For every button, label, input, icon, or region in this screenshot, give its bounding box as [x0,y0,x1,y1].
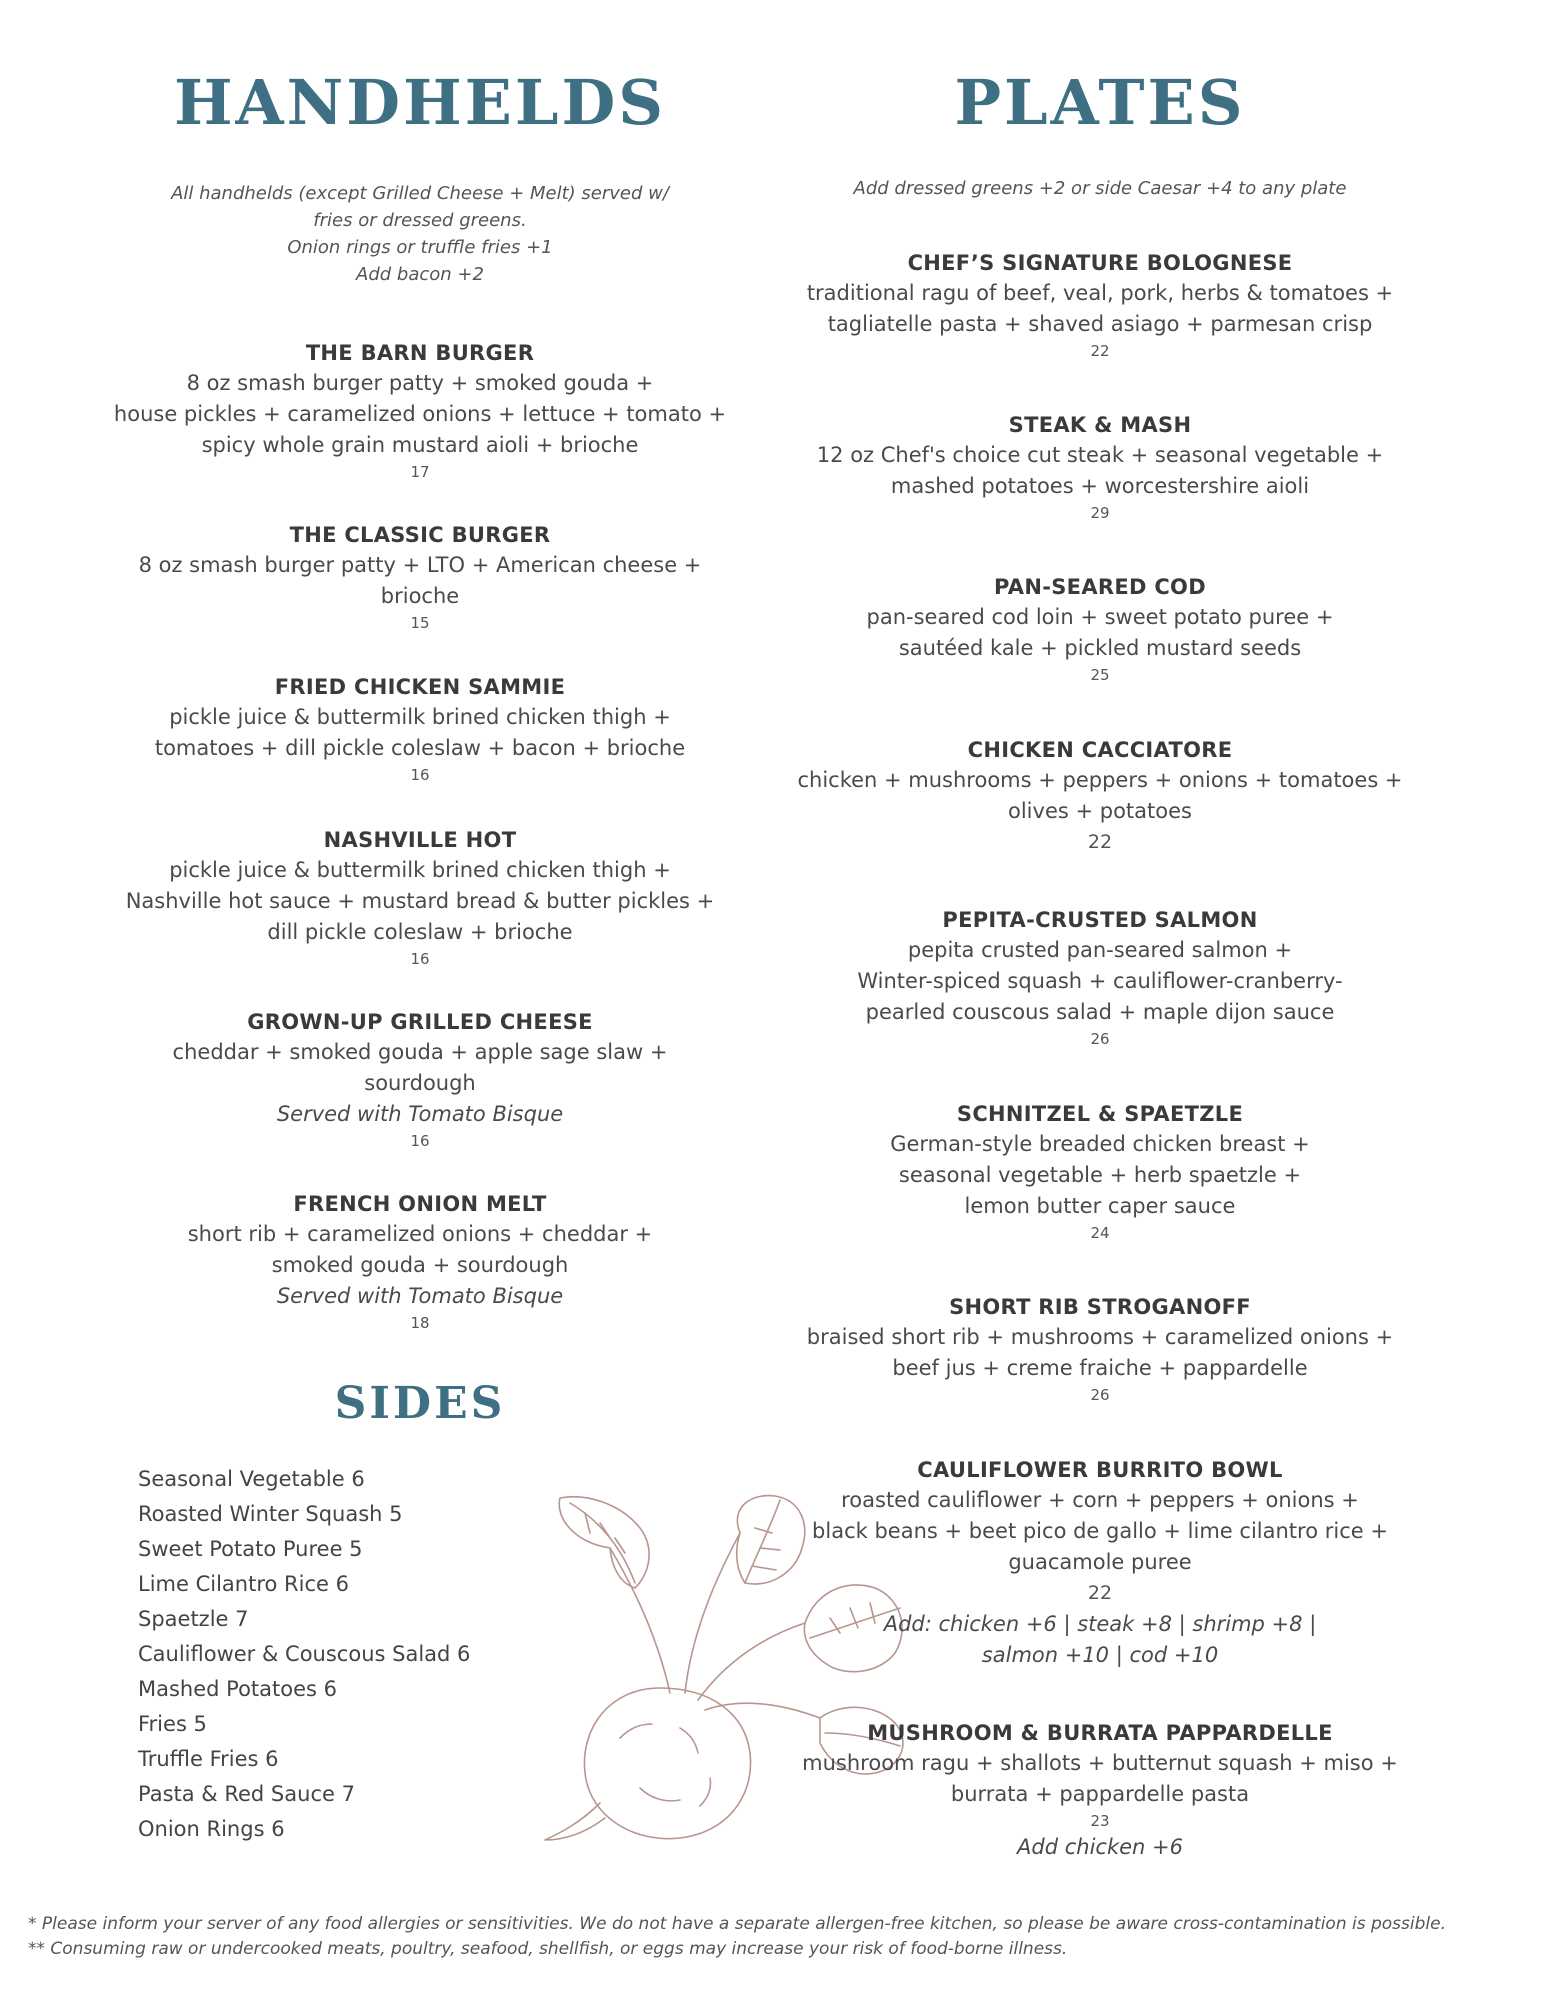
item-name: GROWN-UP GRILLED CHEESE [247,1010,593,1034]
item-name: PAN-SEARED COD [994,575,1206,599]
item-extra-line: Served with Tomato Bisque [276,1284,564,1308]
menu-item-steak-mash [780,410,1420,524]
item-price: 15 [410,614,430,632]
item-name: MUSHROOM & BURRATA PAPPARDELLE [867,1721,1333,1745]
side-item: Spaetzle 7 [138,1607,249,1631]
item-price: 18 [410,1314,430,1332]
item-name: STEAK & MASH [1008,413,1192,437]
item-desc-line: pickle juice & buttermilk brined chicken thigh + [169,858,671,882]
side-item: Fries 5 [138,1712,207,1736]
item-price: 24 [1090,1224,1110,1242]
menu-item-pepita-salmon [780,905,1420,1050]
item-desc-line: Winter-spiced squash + cauliflower-cranberry- [857,969,1343,993]
menu-item-short-rib-stroganoff [780,1292,1420,1406]
item-price: 22 [1087,1582,1113,1604]
item-desc-line: braised short rib + mushrooms + caramelized onions + [806,1325,1394,1349]
item-price: 25 [1090,666,1110,684]
item-desc-line: sourdough [364,1071,476,1095]
note-line: All handhelds (except Grilled Cheese + Melt) served w/ [171,183,669,204]
item-desc-line: lemon butter caper sauce [964,1194,1236,1218]
item-price: 17 [410,463,430,481]
item-name: CHICKEN CACCIATORE [967,738,1233,762]
menu-item-bolognese [780,248,1420,362]
menu-item-mushroom-pappardelle [780,1718,1420,1863]
item-desc-line: mushroom ragu + shallots + butternut squash + miso + [802,1751,1398,1775]
item-desc-line: roasted cauliflower + corn + peppers + onions + [841,1488,1359,1512]
sides-list [138,1462,470,1847]
item-price: 26 [1090,1386,1110,1404]
side-item: Seasonal Vegetable 6 [138,1467,365,1491]
side-item: Lime Cilantro Rice 6 [138,1572,349,1596]
item-name: THE CLASSIC BURGER [289,523,551,547]
item-name: FRIED CHICKEN SAMMIE [274,675,566,699]
item-desc-line: house pickles + caramelized onions + lettuce + tomato + [113,402,727,426]
menu-item-nashville-hot [110,825,730,970]
note-line: Add bacon +2 [356,264,484,285]
side-item: Onion Rings 6 [138,1817,285,1841]
item-name: SCHNITZEL & SPAETZLE [956,1102,1244,1126]
item-desc-line: burrata + pappardelle pasta [950,1782,1250,1806]
item-price: 23 [1090,1812,1110,1830]
item-name: THE BARN BURGER [305,341,535,365]
item-desc-line: tagliatelle pasta + shaved asiago + parmesan crisp [827,312,1373,336]
footer-line: ** Consuming raw or undercooked meats, poultry, seafood, shellfish, or eggs may increase your risk of food-borne illness. [28,1939,1068,1959]
item-price: 16 [410,1132,430,1150]
item-price: 16 [410,950,430,968]
item-price: 22 [1090,342,1110,360]
menu-item-classic-burger [110,520,730,634]
menu-item-fried-chicken-sammie [110,672,730,786]
side-item: Sweet Potato Puree 5 [138,1537,363,1561]
item-desc-line: smoked gouda + sourdough [271,1253,569,1277]
item-desc-line: pearled couscous salad + maple dijon sauce [865,1000,1335,1024]
item-extra-line: Add: chicken +6 | steak +8 | shrimp +8 | [883,1612,1317,1636]
item-name: NASHVILLE HOT [323,828,517,852]
side-item: Mashed Potatoes 6 [138,1677,338,1701]
footer-line: * Please inform your server of any food allergies or sensitivities. We do not have a separate allergen-free kitchen, so please be aware cross-contamination is possible. [28,1914,1446,1934]
note-line: Onion rings or truffle fries +1 [287,237,553,258]
menu-item-pan-seared-cod [780,572,1420,686]
side-item: Pasta & Red Sauce 7 [138,1782,355,1806]
side-item: Cauliflower & Couscous Salad 6 [138,1642,471,1666]
plates-note [780,175,1420,202]
item-desc-line: German-style breaded chicken breast + [890,1132,1310,1156]
item-desc-line: black beans + beet pico de gallo + lime cilantro rice + [812,1519,1388,1543]
item-extra-line: Served with Tomato Bisque [276,1102,564,1126]
allergy-footer [28,1912,1528,1962]
item-desc-line: pepita crusted pan-seared salmon + [907,938,1293,962]
item-price: 22 [1087,831,1113,853]
item-desc-line: mashed potatoes + worcestershire aioli [890,474,1310,498]
menu-item-chicken-cacciatore [780,735,1420,858]
menu-item-grilled-cheese [110,1007,730,1152]
item-desc-line: 8 oz smash burger patty + LTO + American cheese + [138,553,702,577]
item-desc-line: seasonal vegetable + herb spaetzle + [898,1163,1302,1187]
item-desc-line: tomatoes + dill pickle coleslaw + bacon + brioche [154,736,686,760]
side-item: Roasted Winter Squash 5 [138,1502,403,1526]
item-desc-line: guacamole puree [1008,1550,1192,1574]
item-desc-line: dill pickle coleslaw + brioche [267,920,573,944]
side-item: Truffle Fries 6 [138,1747,279,1771]
item-desc-line: brioche [380,584,460,608]
item-desc-line: chicken + mushrooms + peppers + onions + tomatoes + [797,768,1403,792]
menu-item-french-onion-melt [110,1189,730,1334]
item-price: 16 [410,766,430,784]
item-name: CHEF’S SIGNATURE BOLOGNESE [907,251,1293,275]
handhelds-note [110,180,730,288]
item-price: 29 [1090,504,1110,522]
item-desc-line: spicy whole grain mustard aioli + brioche [201,433,639,457]
menu-item-burrito-bowl [780,1455,1420,1671]
item-desc-line: sautéed kale + pickled mustard seeds [898,636,1302,660]
menu-item-schnitzel [780,1099,1420,1244]
item-name: FRENCH ONION MELT [293,1192,547,1216]
note-line: fries or dressed greens. [313,210,527,231]
plates-heading: PLATES [954,66,1246,139]
item-desc-line: olives + potatoes [1008,799,1192,823]
item-extra-line: Add chicken +6 [1017,1835,1183,1859]
item-desc-line: cheddar + smoked gouda + apple sage slaw + [172,1040,668,1064]
item-desc-line: pan-seared cod loin + sweet potato puree + [866,605,1334,629]
item-desc-line: 8 oz smash burger patty + smoked gouda + [186,371,654,395]
item-name: CAULIFLOWER BURRITO BOWL [917,1458,1283,1482]
sides-heading: SIDES [334,1378,506,1429]
item-name: PEPITA-CRUSTED SALMON [942,908,1258,932]
handhelds-heading: HANDHELDS [173,66,667,139]
note-line: Add dressed greens +2 or side Caesar +4 to any plate [853,178,1347,199]
item-desc-line: Nashville hot sauce + mustard bread & butter pickles + [125,889,715,913]
item-desc-line: pickle juice & buttermilk brined chicken thigh + [169,705,671,729]
item-desc-line: beef jus + creme fraiche + pappardelle [892,1356,1308,1380]
item-desc-line: traditional ragu of beef, veal, pork, herbs & tomatoes + [806,281,1394,305]
item-name: SHORT RIB STROGANOFF [949,1295,1251,1319]
item-price: 26 [1090,1030,1110,1048]
item-desc-line: 12 oz Chef's choice cut steak + seasonal vegetable + [816,443,1384,467]
menu-item-barn-burger [110,338,730,483]
item-extra-line: salmon +10 | cod +10 [981,1643,1219,1667]
item-desc-line: short rib + caramelized onions + cheddar + [187,1222,653,1246]
